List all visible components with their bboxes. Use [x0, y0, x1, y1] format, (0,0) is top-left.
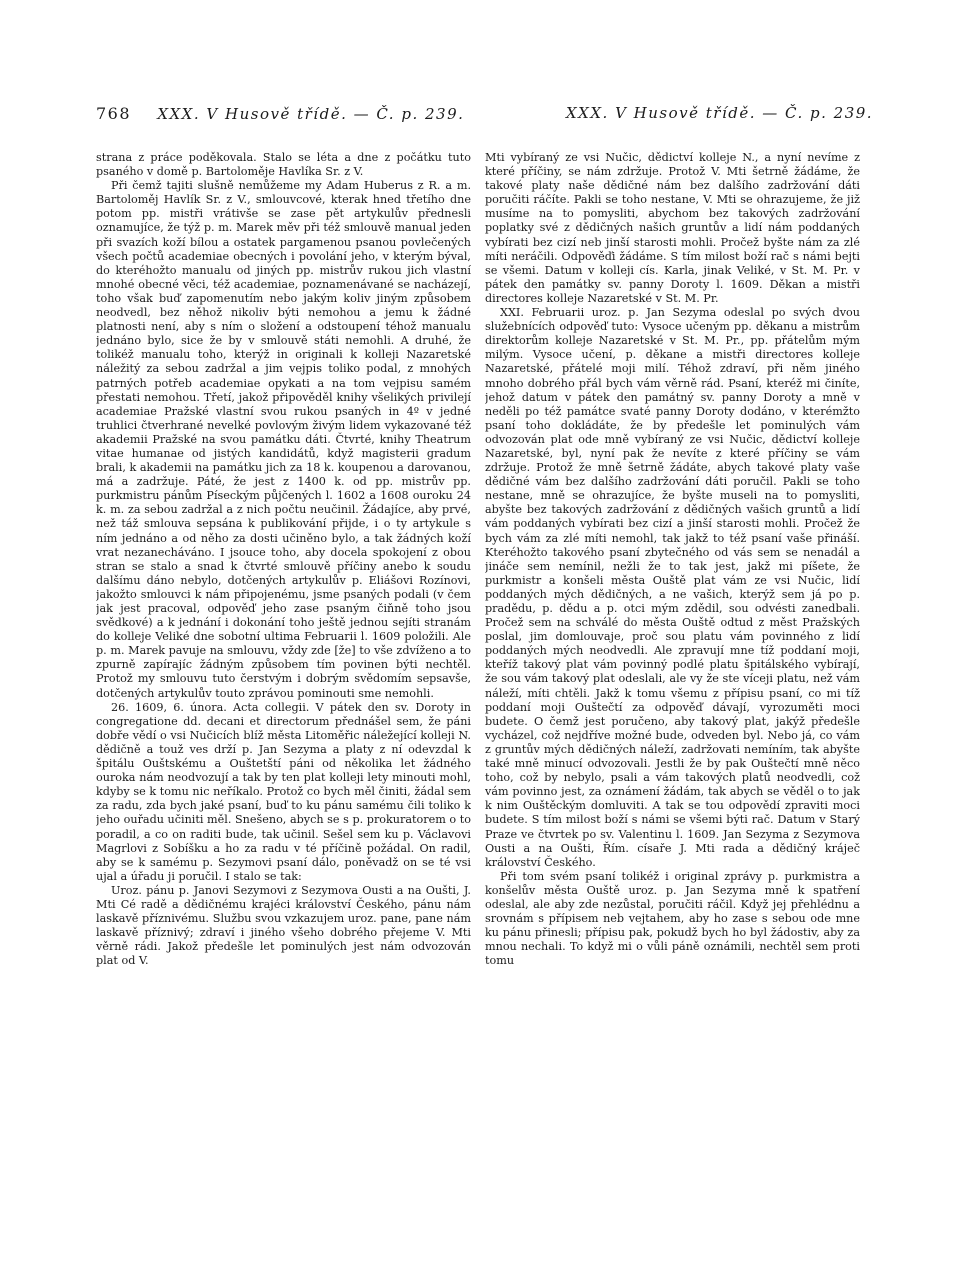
running-header-right — [566, 104, 873, 122]
paragraph: Při čemž tajiti slušně nemůžeme my Adam Huberus z R. a m. Bartoloměj Havlík Sr. z V., smlouvcové, kterak hned třetího dne potom pp. mistři vrátivše se zase pět artykulův přednesli oznamujíce, že týž p. m. Marek měv při též smlouvě manual jeden při svazích koží bílou a ostatek pargamenou psanou povlečených všech počtů academiae obecných i povolání jeho, v kterým býval, do kteréhožto manualu od jiných pp. mistrův rukou jich vlastní mnohé obecné věci, též academiae, poznamenávané se nacházejí, toho však buď zapomenutím nebo jakým koliv jiným způsobem neodvedl, bez něhož nikoliv býti nemohou a jemu k žádné platnosti není, aby s ním o složení a odstoupení téhož manualu jednáno bylo, sice že by v smlouvě státi nemohli. A druhé, že tolikéž manualu toho, kterýž in originali k kolleji Nazaretské náležitý za sebou zadržal a jim vejpis toliko podal, z mnohých patrných potřeb academiae opykati a na tom vejpisu samém přestati nemohou. Třetí, jakož připověděl knihy všelikých privilejí academiae Pražské vlastní svou rukou psaných in 4º v jedné truhlici čtverhrané nevelké povlovým živým lidem vykazované též akademii Pražské na svou památku dáti. Čtvrté, knihy Theatrum vitae humanae od jistých kandidátů, když magisterii gradum brali, k akademii na památku jich za 18 k. koupenou a darovanou, má a zadržuje. Páté, že jest z 1400 k. od pp. mistrův pp. purkmistru pánům Píseckým půjčených l. 1602 a 1608 ouroku 24 k. m. za sebou zadržal a z nich počtu neučinil. Žádajíce, aby prvé, než táž smlouva sepsána k publikování přijde, i o ty artykule s ním jednáno a od něho za dosti učiněno bylo, a tak žádných koží vrat nezanecháváno. I jsouce toho, aby docela spokojení z obou stran se stalo a snad k čtvrté smlouvě příčiny anebo k soudu dalšímu dáno nebylo, dotčených artykulův p. Eliášovi Rozínovi, jakožto smlouvci k nám připojenému, jsme psaných podali (v čem jak jest pracoval, odpověď jeho zase psaným čiňně toho jsou svědkové) a k jednání i dokonání toho ještě jednou sejíti stranám do kolleje Veliké dne sobotní ultima Februarii l. 1609 položili. Ale p. m. Marek pavuje na smlouvu, vždy zde [že] to vše zdvíženo a to zpurně zapírajíc žádným způsobem tím povinen býti nechtěl. Protož my smlouvu tuto čerstvým i dobrým svědomím sepsavše, dotčených artykulův touto zprávou pominouti sme nemohli. — [96, 179, 471, 700]
text-column-left — [96, 151, 471, 1211]
page-number: 768 — [96, 104, 132, 123]
running-title-left: XXX. V Husově třídě. — Č. p. 239. — [157, 105, 465, 123]
paragraph: Při tom svém psaní tolikéž i original zprávy p. purkmistra a konšelův města Ouště uroz. p. Jan Sezyma mně k spatření odeslal, ale aby zde nezůstal, poručiti ráčil. Když jej přehlédnu a srovnám s přípisem neb vejtahem, aby ho zase s sebou ode mne ku pánu přinesli; přípisu pak, pokudž bych ho byl žádostiv, aby za mnou nechali. To když mi o vůli páně oznámili, nechtěl sem proti tomu — [485, 869, 860, 968]
paragraph: Mti vybíraný ze vsi Nučic, dědictví kolleje N., a nyní nevíme z které příčiny, se nám zdržuje. Protož V. Mti šetrně žádáme, že takové platy naše dědičné nám bez dalšího zadržování dáti poručiti ráčíte. Pakli se toho nestane, V. Mti se ohrazujeme, že již musíme na to pomysliti, abychom bez takových zadržování poplatky své z dědičných našich gruntův a lidí nám poddaných vybírati bez cizí neb jinší starosti mohli. Pročež byšte nám za zlé míti neráčili. Odpověďi žádáme. S tím milost boží rač s námi bejti se všemi. Datum v kolleji cís. Karla, jinak Veliké, v St. M. Pr. v pátek den památky sv. panny Doroty l. 1609. Děkan a mistři directores kolleje Nazaretské v St. M. Pr. — [485, 151, 860, 305]
paragraph: Uroz. pánu p. Janovi Sezymovi z Sezymova Ousti a na Oušti, J. Mti Cé radě a dědičnému krajéci království Českého, pánu nám laskavě příznivému. Službu svou vzkazujem uroz. pane, pane nám laskavě příznivý; zdraví i jiného všeho dobrého přejeme V. Mti věrně rádi. Jakož předešle let pominulých jest nám odvozován plat od V. — [96, 883, 471, 968]
text-column-right — [485, 151, 860, 1211]
running-header-left — [96, 104, 464, 123]
running-title-right: XXX. V Husově třídě. — Č. p. 239. — [566, 104, 874, 122]
paragraph: 26. 1609, 6. února. Acta collegii. V pátek den sv. Doroty in congregatione dd. decani et directorum přednášel sem, že páni dobře vědí o vsi Nučicích blíž města Litoměřic náležející kolleji N. dědičně a touž ves drží p. Jan Sezyma a platy z ní odevzdal k špitálu Ouštskému a Ouštetští páni od několika let žádného ouroka nám neodvozují a tak by ten plat kolleji lety minouti mohl, kdyby se k tomu nic neříkalo. Protož co bych měl činiti, žádal sem za radu, zda bych jaké psaní, buď to ku pánu samému čili toliko k jeho ouřadu učiniti měl. Snešeno, abych se s p. prokuratorem o to poradil, a co on raditi bude, tak učinil. Sešel sem ku p. Václavovi Magrlovi z Sobíšku a ho za radu v té příčině požádal. On radil, aby se k samému p. Sezymovi psaní dálo, poněvadž on se té vsi ujal a úřadu ji poručil. I stalo se tak: — [96, 700, 471, 883]
paragraph: strana z práce poděkovala. Stalo se léta a dne z počátku tuto psaného v domě p. Bartoloměje Havlíka Sr. z V. — [96, 151, 471, 179]
paragraph: XXI. Februarii uroz. p. Jan Sezyma odeslal po svých dvou služebnících odpověď tuto: Vysoce učeným pp. děkanu a mistrům direktorům kolleje Nazaretské v St. M. Pr., pp. přátelům mým milým. Vysoce učení, p. děkane a mistři directores kolleje Nazaretské, přátelé moji milí. Téhož zdraví, při něm jiného mnoho dobrého přál bych vám věrně rád. Psaní, kteréž mi činíte, jehož datum v pátek den památný sv. panny Doroty a mně v neděli po též památce svaté panny Doroty dodáno, v kterémžto psaní toho dokládáte, že by předešle let pominulých vám odvozován plat ode mně vybíraný ze vsi Nučic, dědictví kolleje Nazaretské, byl, nyní pak že nevíte z které příčiny se vám zdržuje. Protož že mně šetrně žádáte, abych takové platy vaše dědičné vám bez dalšího zadržování dáti poručil. Pakli se toho nestane, mně se ohrazujíce, že byšte museli na to pomysliti, abyšte bez takových zadržování z dědičných vašich gruntů a lidí vám poddaných vybírati bez cizí a jinší starosti mohli. Pročež že bych vám za zlé míti nemohl, tak jakž to též psaní vaše přináší. Kteréhožto takového psaní zbytečného od vás sem se nenadál a jináče sem nemínil, nežli že to tak jest, jakž mi píšete, že purkmistr a konšeli města Ouště plat vám ze vsi Nučic, lidí poddaných mých dědičných, a ne vašich, kterýž sem já po p. pradědu, p. dědu a p. otci mým zdědil, sou odvésti zanedbali. Pročež sem na schválé do města Ouště odtud z měst Pražských poslal, jim domlouvaje, proč sou platu vám povinného z lidí poddaných mých neodvedli. Ale zpravují mne tíž poddaní moji, kteříž takový plat vám povinný podlé platu špitálského vybírají, že sou vám takový plat odeslali, ale vy že ste víceji platu, než vám náleží, míti chtěli. Jakž k tomu všemu z přípisu psaní, co mi tíž poddaní moji Ouštečtí za odpověď dávají, vyrozuměti moci budete. O čemž jest poručeno, aby takový plat, jakýž předešle vycházel, což nejdříve možné bude, odveden byl. Nebo já, co vám z gruntův mých dědičných náleží, zadržovati nemíním, tak abyšte také mně minucí odvozovali. Jestli že by pak Ouštečtí mně něco toho, což by nebylo, psali a vám takových platů neodvedli, což vám povinno jest, za oznámení žádám, tak abych se věděl o to jak k nim Ouštěckým domluviti. A tak se tou odpovědí zpraviti moci budete. S tím milost boží s námi se všemi býti rač. Datum v Starý Praze ve čtvrtek po sv. Valentinu l. 1609. Jan Sezyma z Sezymova Ousti a na Oušti, Řím. císaře J. Mti rada a dědičný kráječ království Českého. — [485, 306, 860, 869]
